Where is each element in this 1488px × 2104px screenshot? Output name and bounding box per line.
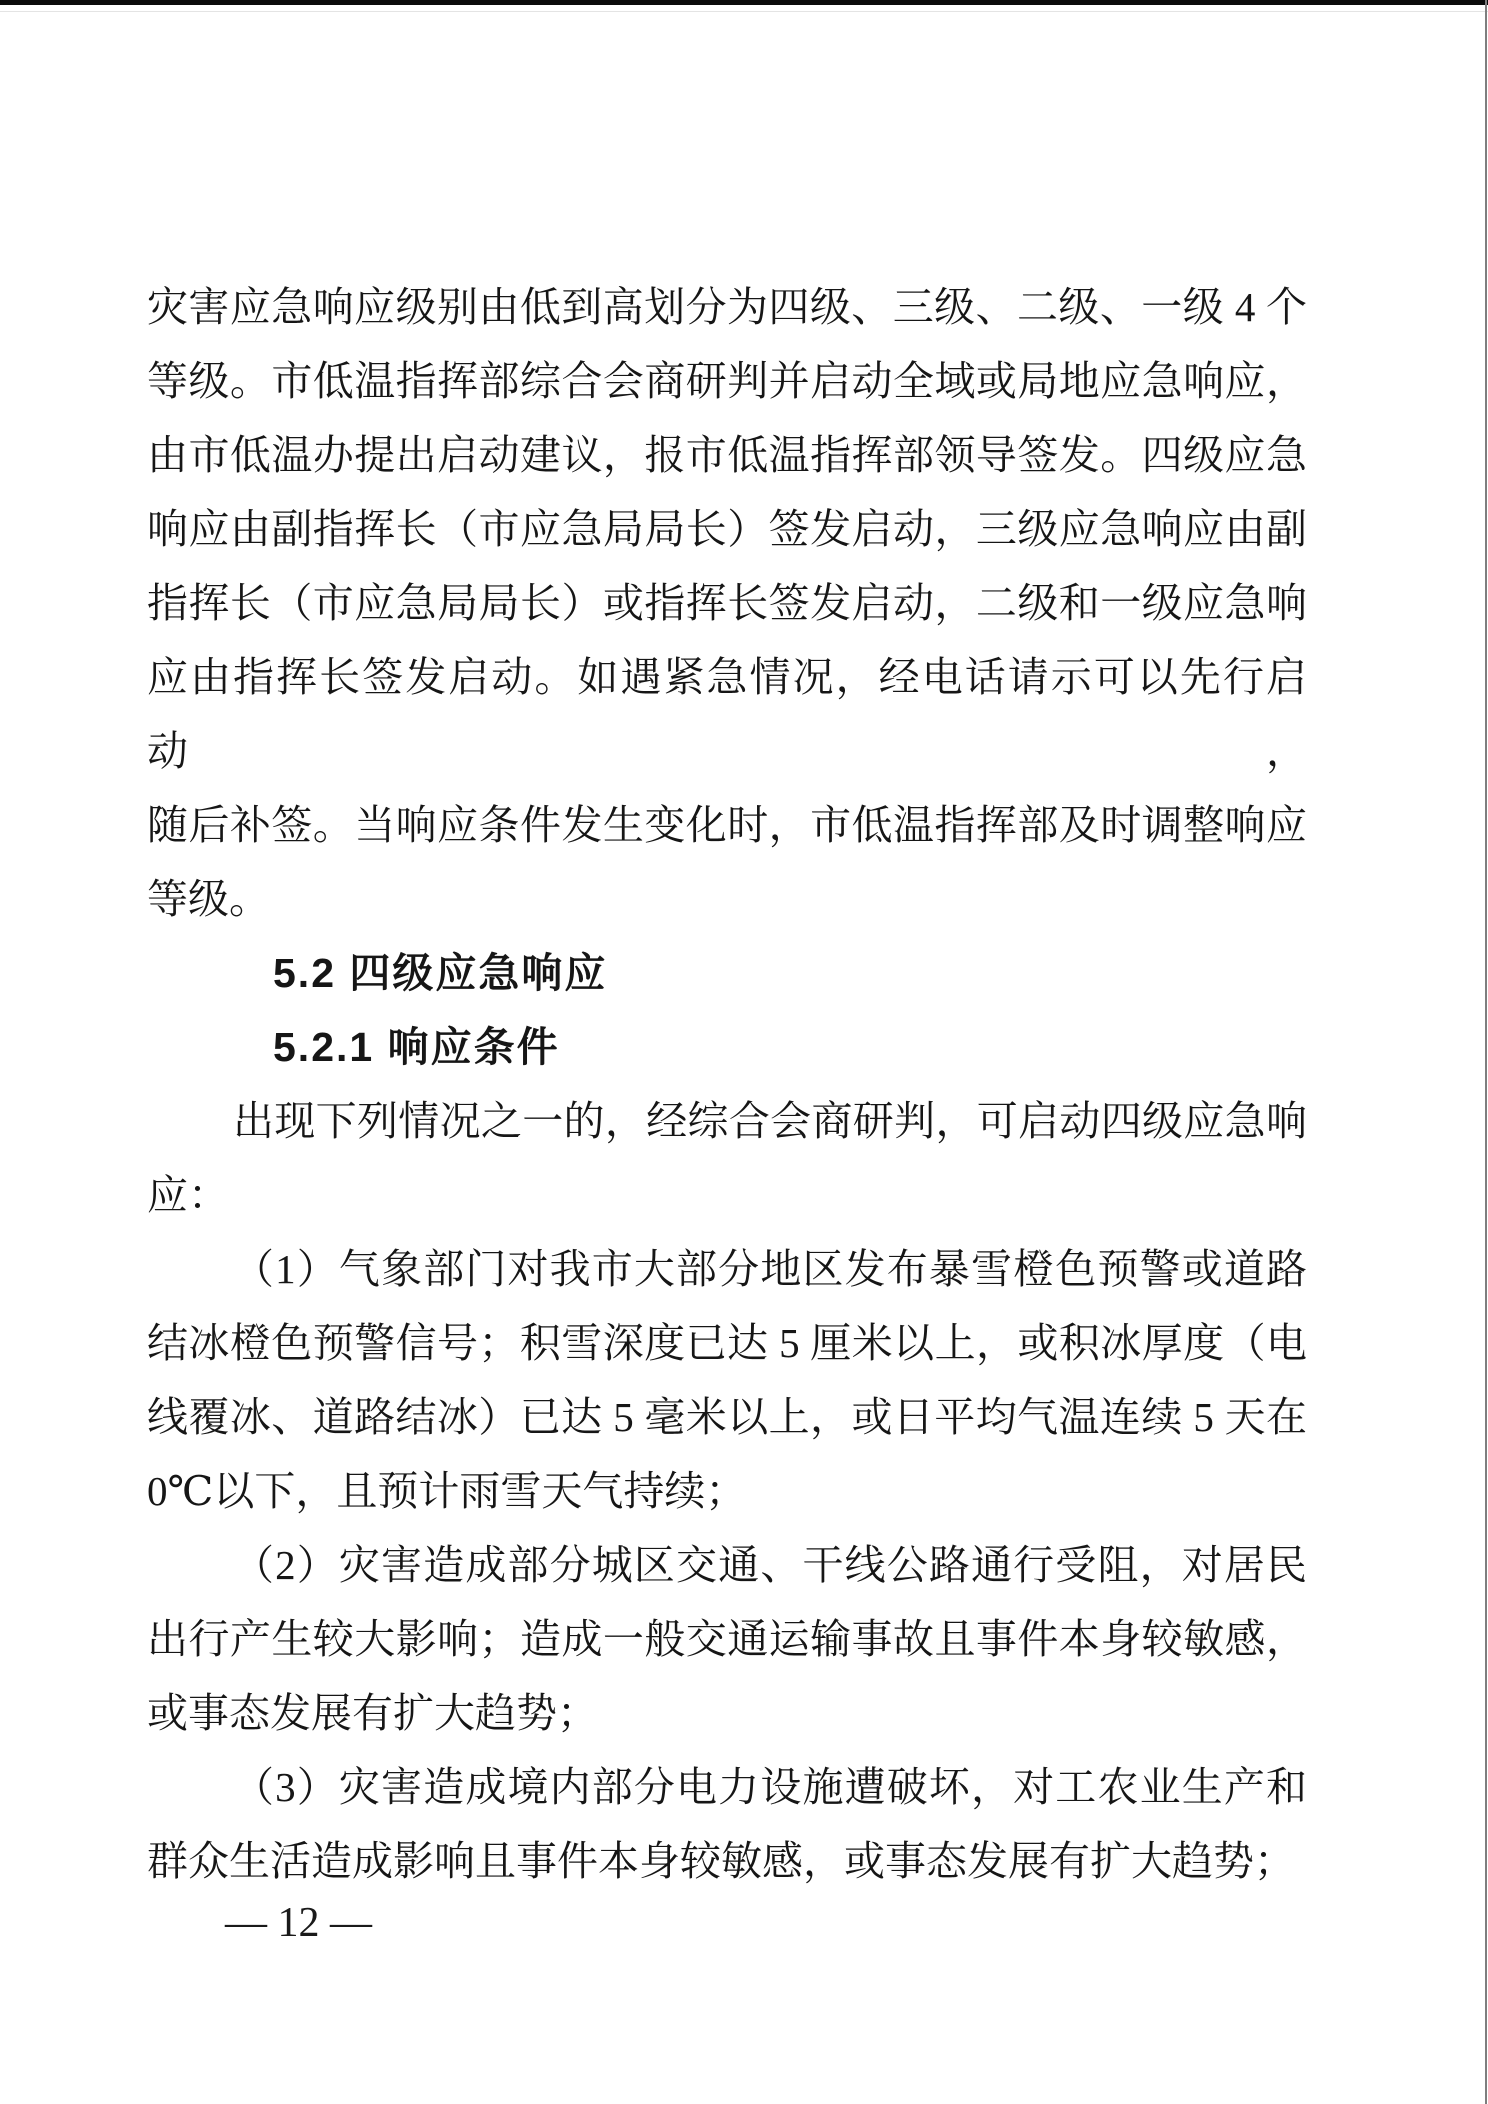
condition-item-3-line: （3）灾害造成境内部分电力设施遭破坏，对工农业生产和 xyxy=(233,1764,1307,1810)
text-line: 由市低温办提出启动建议，报市低温指挥部领导签发。四级应急 xyxy=(147,432,1307,478)
subsection-heading-5-2-1: 5.2.1 响应条件 xyxy=(273,1024,560,1070)
text-line: 响应由副指挥长（市应急局局长）签发启动，三级应急响应由副 xyxy=(147,506,1307,552)
text-line: 等级。市低温指挥部综合会商研判并启动全域或局地应急响应， xyxy=(147,358,1307,404)
scan-artifact-hairline xyxy=(0,11,1488,12)
condition-item-1-line: 线覆冰、道路结冰）已达 5 毫米以上，或日平均气温连续 5 天在 xyxy=(147,1394,1307,1440)
condition-item-2-line: 或事态发展有扩大趋势； xyxy=(147,1690,598,1736)
condition-item-2-line: （2）灾害造成部分城区交通、干线公路通行受阻，对居民 xyxy=(233,1542,1307,1588)
condition-item-1-line: （1）气象部门对我市大部分地区发布暴雪橙色预警或道路 xyxy=(233,1246,1307,1292)
text-line: 应： xyxy=(147,1172,229,1218)
text-line: 等级。 xyxy=(147,876,270,922)
section-heading-5-2: 5.2 四级应急响应 xyxy=(273,950,608,996)
text-line: 指挥长（市应急局局长）或指挥长签发启动，二级和一级应急响 xyxy=(147,580,1307,626)
condition-item-2-line: 出行产生较大影响；造成一般交通运输事故且事件本身较敏感， xyxy=(147,1616,1307,1662)
condition-item-1-line: 0℃以下，且预计雨雪天气持续； xyxy=(147,1468,747,1514)
text-line: 应由指挥长签发启动。如遇紧急情况，经电话请示可以先行启动， xyxy=(147,654,1307,774)
text-line: 出现下列情况之一的，经综合会商研判，可启动四级应急响 xyxy=(233,1098,1307,1144)
condition-item-1-line: 结冰橙色预警信号；积雪深度已达 5 厘米以上，或积冰厚度（电 xyxy=(147,1320,1307,1366)
scan-artifact-right-edge-line xyxy=(1485,0,1487,2104)
text-line: 灾害应急响应级别由低到高划分为四级、三级、二级、一级 4 个 xyxy=(147,284,1307,330)
condition-item-3-line: 群众生活造成影响且事件本身较敏感，或事态发展有扩大趋势； xyxy=(147,1838,1295,1884)
scan-artifact-top-bar xyxy=(0,0,1488,5)
footer-page-number: — 12 — xyxy=(225,1900,372,1946)
page-body-text xyxy=(147,270,1307,1898)
text-line: 随后补签。当响应条件发生变化时，市低温指挥部及时调整响应 xyxy=(147,802,1307,848)
